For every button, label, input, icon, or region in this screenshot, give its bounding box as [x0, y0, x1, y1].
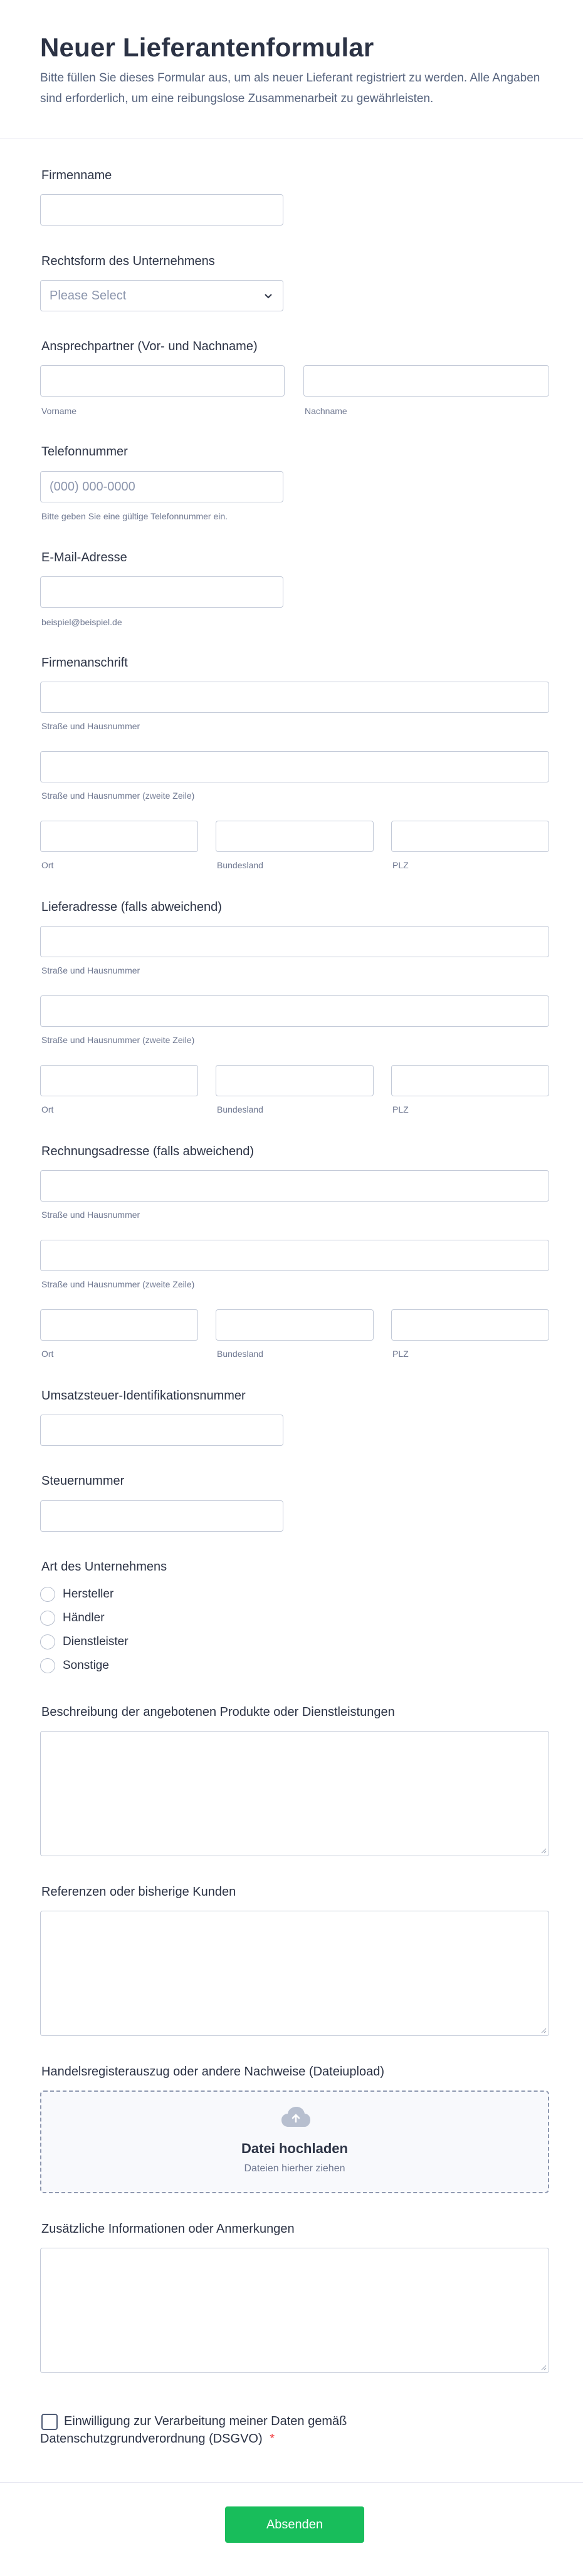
chevron-down-icon: [263, 290, 274, 301]
additional-info-label: Zusätzliche Informationen oder Anmerkungen: [41, 2222, 295, 2236]
submit-button[interactable]: Absenden: [225, 2506, 364, 2543]
delivery-city-input[interactable]: [40, 1065, 198, 1096]
page-title: Neuer Lieferantenformular: [40, 33, 374, 62]
email-input[interactable]: [40, 576, 283, 608]
radio-label-hersteller[interactable]: Hersteller: [63, 1587, 114, 1601]
legal-form-placeholder: Please Select: [50, 289, 127, 303]
company-street-input[interactable]: [40, 682, 549, 713]
billing-state-sublabel: Bundesland: [217, 1349, 263, 1359]
upload-label: Handelsregisterauszug oder andere Nachweise (Dateiupload): [41, 2065, 384, 2079]
company-zip-input[interactable]: [391, 821, 549, 852]
company-street2-sublabel: Straße und Hausnummer (zweite Zeile): [41, 791, 195, 801]
file-upload-dropzone[interactable]: [40, 2090, 549, 2193]
vat-id-label: Umsatzsteuer-Identifikationsnummer: [41, 1389, 246, 1403]
phone-input[interactable]: [40, 471, 283, 502]
phone-placeholder: (000) 000-0000: [50, 480, 135, 494]
billing-address-label: Rechnungsadresse (falls abweichend): [41, 1145, 255, 1158]
company-state-input[interactable]: [216, 821, 374, 852]
email-label: E-Mail-Adresse: [41, 551, 127, 564]
billing-city-input[interactable]: [40, 1309, 198, 1341]
cloud-upload-icon: [281, 2106, 311, 2128]
required-mark: *: [270, 2432, 275, 2446]
consent-line2-text: Datenschutzgrundverordnung (DSGVO): [40, 2432, 263, 2446]
resize-handle-icon[interactable]: [540, 1847, 547, 1854]
page-subtitle: Bitte füllen Sie dieses Formular aus, um als neuer Lieferant registriert zu werden. Alle Angaben sind erforderlich, um eine reibungslose Zusammenarbeit zu gewährleisten.: [40, 71, 540, 105]
phone-hint: Bitte geben Sie eine gültige Telefonnummer ein.: [41, 511, 228, 521]
footer-divider: [0, 2482, 583, 2483]
company-street-sublabel: Straße und Hausnummer: [41, 721, 140, 731]
billing-street-input[interactable]: [40, 1170, 549, 1202]
references-textarea[interactable]: [40, 1911, 549, 2036]
company-name-input[interactable]: [40, 194, 283, 226]
radio-label-haendler[interactable]: Händler: [63, 1611, 105, 1624]
resize-handle-icon[interactable]: [540, 2364, 547, 2371]
billing-street2-input[interactable]: [40, 1240, 549, 1271]
delivery-city-sublabel: Ort: [41, 1104, 54, 1114]
billing-street-sublabel: Straße und Hausnummer: [41, 1210, 140, 1220]
billing-street2-sublabel: Straße und Hausnummer (zweite Zeile): [41, 1279, 195, 1289]
company-state-sublabel: Bundesland: [217, 860, 263, 870]
consent-line2[interactable]: [40, 2430, 275, 2448]
radio-dienstleister[interactable]: [40, 1634, 55, 1649]
first-name-input[interactable]: [40, 365, 285, 397]
delivery-state-input[interactable]: [216, 1065, 374, 1096]
company-address-label: Firmenanschrift: [41, 656, 128, 670]
company-city-sublabel: Ort: [41, 860, 54, 870]
billing-zip-input[interactable]: [391, 1309, 549, 1341]
company-name-label: Firmenname: [41, 169, 112, 182]
consent-line1[interactable]: Einwilligung zur Verarbeitung meiner Daten gemäß: [64, 2414, 347, 2428]
phone-label: Telefonnummer: [41, 445, 128, 459]
contact-label: Ansprechpartner (Vor- und Nachname): [41, 340, 258, 353]
references-label: Referenzen oder bisherige Kunden: [41, 1885, 236, 1899]
delivery-zip-input[interactable]: [391, 1065, 549, 1096]
delivery-street-sublabel: Straße und Hausnummer: [41, 965, 140, 975]
delivery-zip-sublabel: PLZ: [392, 1104, 409, 1114]
upload-subtitle: Dateien hierher ziehen: [244, 2163, 345, 2174]
billing-zip-sublabel: PLZ: [392, 1349, 409, 1359]
radio-hersteller[interactable]: [40, 1587, 55, 1602]
radio-label-dienstleister[interactable]: Dienstleister: [63, 1635, 129, 1648]
delivery-street2-input[interactable]: [40, 995, 549, 1027]
last-name-input[interactable]: [303, 365, 549, 397]
company-zip-sublabel: PLZ: [392, 860, 409, 870]
description-label: Beschreibung der angebotenen Produkte oder Dienstleistungen: [41, 1705, 395, 1719]
vat-id-input[interactable]: [40, 1415, 283, 1446]
legal-form-label: Rechtsform des Unternehmens: [41, 254, 215, 268]
radio-label-sonstige[interactable]: Sonstige: [63, 1659, 109, 1672]
resize-handle-icon[interactable]: [540, 2027, 547, 2033]
delivery-street2-sublabel: Straße und Hausnummer (zweite Zeile): [41, 1035, 195, 1045]
delivery-state-sublabel: Bundesland: [217, 1104, 263, 1114]
last-name-sublabel: Nachname: [305, 406, 347, 416]
email-hint: beispiel@beispiel.de: [41, 617, 122, 627]
consent-checkbox[interactable]: [41, 2414, 58, 2430]
tax-number-input[interactable]: [40, 1500, 283, 1532]
additional-info-textarea[interactable]: [40, 2248, 549, 2373]
radio-sonstige[interactable]: [40, 1658, 55, 1673]
delivery-address-label: Lieferadresse (falls abweichend): [41, 900, 222, 914]
business-type-label: Art des Unternehmens: [41, 1560, 167, 1574]
billing-city-sublabel: Ort: [41, 1349, 54, 1359]
delivery-street-input[interactable]: [40, 926, 549, 957]
description-textarea[interactable]: [40, 1731, 549, 1856]
first-name-sublabel: Vorname: [41, 406, 77, 416]
company-street2-input[interactable]: [40, 751, 549, 782]
billing-state-input[interactable]: [216, 1309, 374, 1341]
upload-title: Datei hochladen: [241, 2141, 348, 2156]
company-city-input[interactable]: [40, 821, 198, 852]
tax-number-label: Steuernummer: [41, 1474, 125, 1488]
radio-haendler[interactable]: [40, 1611, 55, 1626]
legal-form-select[interactable]: [40, 280, 283, 311]
